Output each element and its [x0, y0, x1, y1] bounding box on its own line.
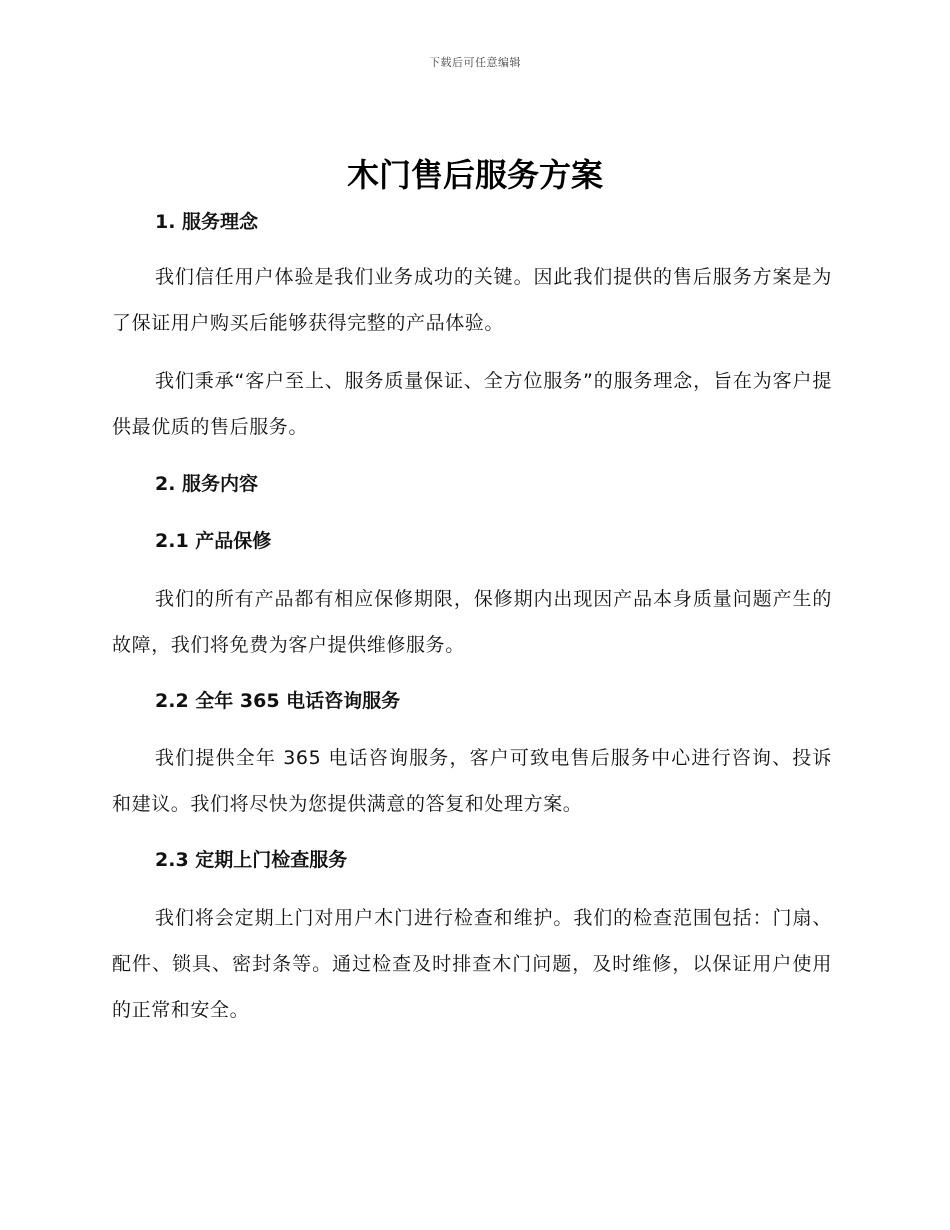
paragraph-phone-consultation: 我们提供全年 365 电话咨询服务，客户可致电售后服务中心进行咨询、投诉和建议。我们将尽快为您提供满意的答复和处理方案。 — [112, 747, 832, 815]
paragraph-onsite-inspection: 我们将会定期上门对用户木门进行检查和维护。我们的检查范围包括：门扇、配件、锁具、密封条等。通过检查及时排查木门问题，及时维修，以保证用户使用的正常和安全。 — [112, 907, 832, 1021]
section-heading-service-content: 2. 服务内容 — [155, 473, 259, 495]
document-title: 木门售后服务方案 — [346, 156, 603, 194]
paragraph-user-experience: 我们信任用户体验是我们业务成功的关键。因此我们提供的售后服务方案是为了保证用户购买后能够获得完整的产品体验。 — [112, 266, 832, 334]
section-heading-service-philosophy: 1. 服务理念 — [155, 211, 259, 233]
section-heading-phone-consultation: 2.2 全年 365 电话咨询服务 — [155, 690, 401, 712]
section-heading-onsite-inspection: 2.3 定期上门检查服务 — [155, 849, 348, 871]
section-heading-product-warranty: 2.1 产品保修 — [155, 530, 272, 552]
paragraph-product-warranty: 我们的所有产品都有相应保修期限，保修期内出现因产品本身质量问题产生的故障，我们将免费为客户提供维修服务。 — [112, 588, 832, 656]
page-header-note: 下载后可任意编辑 — [429, 56, 521, 69]
paragraph-service-philosophy: 我们秉承“客户至上、服务质量保证、全方位服务”的服务理念，旨在为客户提供最优质的售后服务。 — [112, 370, 832, 438]
